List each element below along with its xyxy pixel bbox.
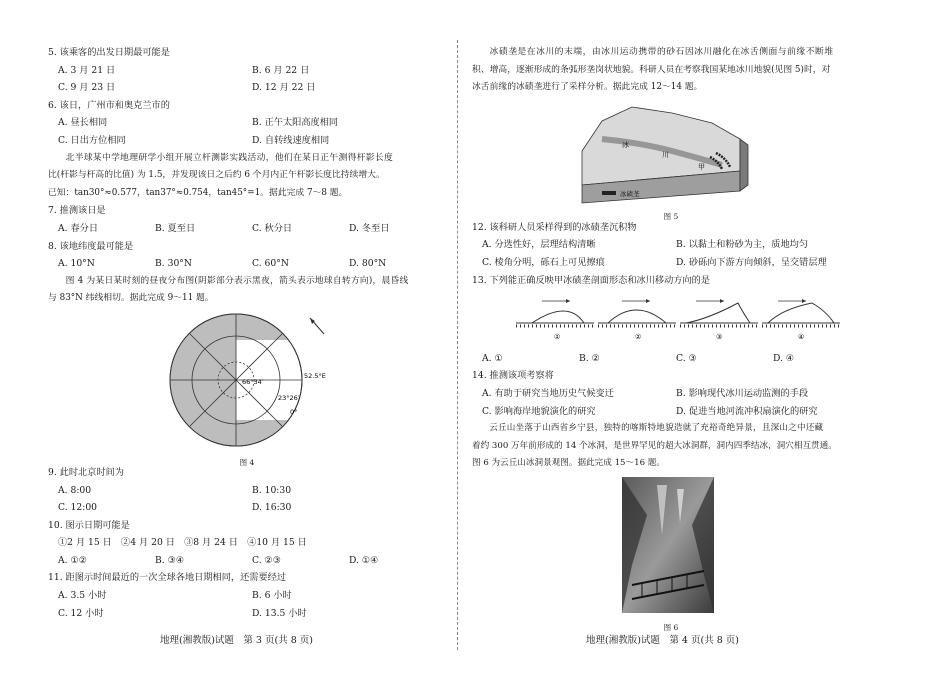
left-column bbox=[48, 44, 446, 622]
question-7 bbox=[48, 202, 446, 237]
option-a: A. 春分日 bbox=[58, 222, 99, 234]
intro-line: 图 6 为云丘山冰洞景观图。据此完成 15～16 题。 bbox=[472, 458, 665, 469]
question-9 bbox=[48, 464, 446, 517]
option-b: B. 10:30 bbox=[252, 484, 292, 496]
intro-9-11 bbox=[48, 273, 446, 308]
legend-swatch bbox=[602, 191, 616, 195]
option-c: C. 影响海岸地貌演化的研究 bbox=[482, 405, 596, 417]
option-a: A. 8:00 bbox=[58, 484, 92, 496]
profile-label: ③ bbox=[716, 333, 723, 342]
block-side-face bbox=[740, 139, 748, 191]
option-b: B. 6 小时 bbox=[252, 590, 292, 602]
profile-label: ④ bbox=[798, 333, 805, 342]
option-a: A. 昼长相同 bbox=[58, 117, 108, 129]
legend-label: 冰碛垄 bbox=[620, 189, 640, 198]
option-d: D. 促进当地河流冲积扇演化的研究 bbox=[676, 405, 818, 417]
intro-line: 冰碛垄是在冰川的末端，由冰川运动携带的砂石因冰川融化在冰舌侧面与前缘不断堆 bbox=[489, 47, 834, 57]
option-d: D. ①④ bbox=[349, 554, 379, 566]
option-a: A. ①② bbox=[58, 554, 87, 566]
question-stem: 9. 此时北京时间为 bbox=[48, 466, 124, 478]
option-c: C. 12:00 bbox=[58, 502, 98, 514]
option-b: B. 以黏土和粉砂为主，质地均匀 bbox=[676, 239, 809, 251]
question-choices: ①2 月 15 日 ②4 月 20 日 ③8 月 24 日 ④10 月 15 日 bbox=[58, 537, 307, 549]
question-11 bbox=[48, 569, 446, 622]
intro-line: 已知：tan30°≈0.577，tan37°≈0.754，tan45°=1。据此完成 7～8 题。 bbox=[48, 187, 348, 198]
option-b: B. 6 月 22 日 bbox=[252, 64, 310, 76]
option-d: D. 冬至日 bbox=[349, 222, 390, 234]
question-stem: 11. 距图示时间最近的一次全球各地日期相同，还需要经过 bbox=[48, 572, 287, 584]
option-b: B. 30°N bbox=[155, 258, 192, 270]
question-stem: 10. 图示日期可能是 bbox=[48, 519, 130, 531]
question-stem: 5. 该乘客的出发日期最可能是 bbox=[48, 47, 170, 58]
question-stem: 12. 该科研人员采样得到的冰碛垄沉积物 bbox=[472, 221, 637, 233]
option-a: A. 3.5 小时 bbox=[58, 590, 107, 602]
page-footer-left: 地理(湘教版)试题 第 3 页(共 8 页) bbox=[160, 635, 313, 646]
label-52-5e: 52.5°E bbox=[304, 371, 326, 380]
glacier-block-diagram bbox=[472, 99, 870, 205]
option-c: C. 60°N bbox=[252, 258, 289, 270]
question-10 bbox=[48, 517, 446, 570]
option-c: C. 棱角分明，砾石上可见擦痕 bbox=[482, 256, 605, 268]
option-c: C. ③ bbox=[676, 352, 697, 364]
question-stem: 14. 推测该项考察将 bbox=[472, 370, 554, 382]
option-a: A. 有助于研究当地历史气候变迁 bbox=[482, 387, 614, 399]
figure-6 bbox=[472, 475, 870, 631]
option-b: B. 正午太阳高度相同 bbox=[252, 117, 339, 129]
intro-line: 积、增高，逐渐形成的条弧形垄岗状地貌。科研人员在考察我国某地冰川地貌(见图 5)时，对 bbox=[472, 64, 831, 75]
question-8 bbox=[48, 238, 446, 273]
profile-3 bbox=[680, 299, 758, 341]
profile-4 bbox=[762, 299, 840, 341]
option-b: B. 影响现代冰川运动监测的手段 bbox=[676, 387, 809, 399]
intro-12-14 bbox=[472, 44, 870, 97]
question-stem: 13. 下列能正确反映甲冰碛垄剖面形态和冰川移动方向的是 bbox=[472, 274, 711, 286]
option-d: D. 砂砾向下游方向倾斜，呈交错层理 bbox=[676, 256, 827, 268]
option-b: B. 夏至日 bbox=[155, 222, 196, 234]
option-c: C. 9 月 23 日 bbox=[58, 82, 116, 94]
intro-7-8 bbox=[48, 150, 446, 203]
column-divider bbox=[457, 40, 458, 650]
option-a: A. 10°N bbox=[58, 258, 95, 270]
figure-4 bbox=[48, 310, 446, 467]
intro-line: 图 4 为某日某时刻的昼夜分布图(阴影部分表示黑夜，箭头表示地球自转方向)，晨昏线 bbox=[65, 275, 409, 286]
option-c: C. 日出方位相同 bbox=[58, 134, 126, 146]
day-night-polar-diagram bbox=[48, 310, 446, 450]
question-stem: 8. 该地纬度最可能是 bbox=[48, 240, 134, 252]
profile-label: ① bbox=[554, 333, 561, 342]
moraine-profile-options bbox=[472, 289, 870, 343]
profile-1 bbox=[516, 299, 594, 341]
intro-line: 比(杆影与杆高的比值) 为 1.5，并发现该日之后约 6 个月内正午杆影长度比持续增大。 bbox=[48, 170, 385, 181]
figure-caption: 图 4 bbox=[239, 457, 255, 467]
option-c: C. ②③ bbox=[252, 554, 282, 566]
intro-line: 着约 300 万年前形成的 14 个冰洞，是世界罕见的超大冰洞群，洞内四季结冰，洞穴相互贯通。 bbox=[472, 440, 837, 451]
figure-caption: 图 5 bbox=[663, 212, 679, 222]
question-5 bbox=[48, 44, 446, 97]
question-stem: 7. 推测该日是 bbox=[48, 205, 106, 217]
profile-2 bbox=[598, 299, 676, 341]
question-stem: 6. 该日，广州市和奥克兰市的 bbox=[48, 99, 170, 111]
intro-line: 冰舌前缘的冰碛垄进行了采样分析。据此完成 12～14 题。 bbox=[472, 82, 703, 93]
option-d: D. 自转线速度相同 bbox=[252, 134, 330, 146]
option-c: C. 12 小时 bbox=[58, 607, 104, 619]
night-shade-lower bbox=[236, 420, 306, 446]
right-column bbox=[472, 44, 870, 633]
option-b: B. ② bbox=[579, 352, 600, 364]
option-d: D. ④ bbox=[773, 352, 795, 364]
question-13 bbox=[472, 272, 870, 368]
ice-cave-photo bbox=[472, 475, 870, 615]
label-66-34: 66°34′ bbox=[242, 377, 264, 386]
option-c: C. 秋分日 bbox=[252, 222, 293, 234]
option-d: D. 80°N bbox=[349, 258, 387, 270]
label-23-26: 23°26′ bbox=[278, 393, 300, 402]
figure-5 bbox=[472, 99, 870, 222]
label-river: 川 bbox=[662, 150, 669, 159]
question-12 bbox=[472, 219, 870, 272]
option-d: D. 16:30 bbox=[252, 502, 292, 514]
option-d: D. 12 月 22 日 bbox=[252, 82, 316, 94]
figure-caption: 图 6 bbox=[663, 622, 679, 632]
intro-line: 北半球某中学地理研学小组开展立杆测影实践活动，他们在某日正午测得杆影长度 bbox=[65, 152, 394, 163]
label-zero: 0° bbox=[290, 407, 298, 416]
option-a: A. ① bbox=[482, 352, 503, 364]
option-a: A. 3 月 21 日 bbox=[58, 64, 116, 76]
intro-line: 与 83°N 纬线相切。据此完成 9～11 题。 bbox=[48, 293, 214, 304]
intro-15-16 bbox=[472, 420, 870, 473]
option-b: B. ③④ bbox=[155, 554, 185, 566]
option-a: A. 分选性好，层理结构清晰 bbox=[482, 239, 596, 251]
night-shade-upper bbox=[236, 314, 306, 340]
label-ice: 冰 bbox=[622, 140, 629, 149]
option-d: D. 13.5 小时 bbox=[252, 607, 307, 619]
question-14 bbox=[472, 367, 870, 420]
question-6 bbox=[48, 97, 446, 150]
label-jia: 甲 bbox=[698, 162, 705, 171]
intro-line: 云丘山坐落于山西省乡宁县，独特的喀斯特地貌造就了充裕奇绝异景，且深山之中还藏 bbox=[489, 423, 824, 434]
page-footer-right: 地理(湘教版)试题 第 4 页(共 8 页) bbox=[586, 635, 739, 646]
profile-label: ② bbox=[635, 333, 642, 342]
